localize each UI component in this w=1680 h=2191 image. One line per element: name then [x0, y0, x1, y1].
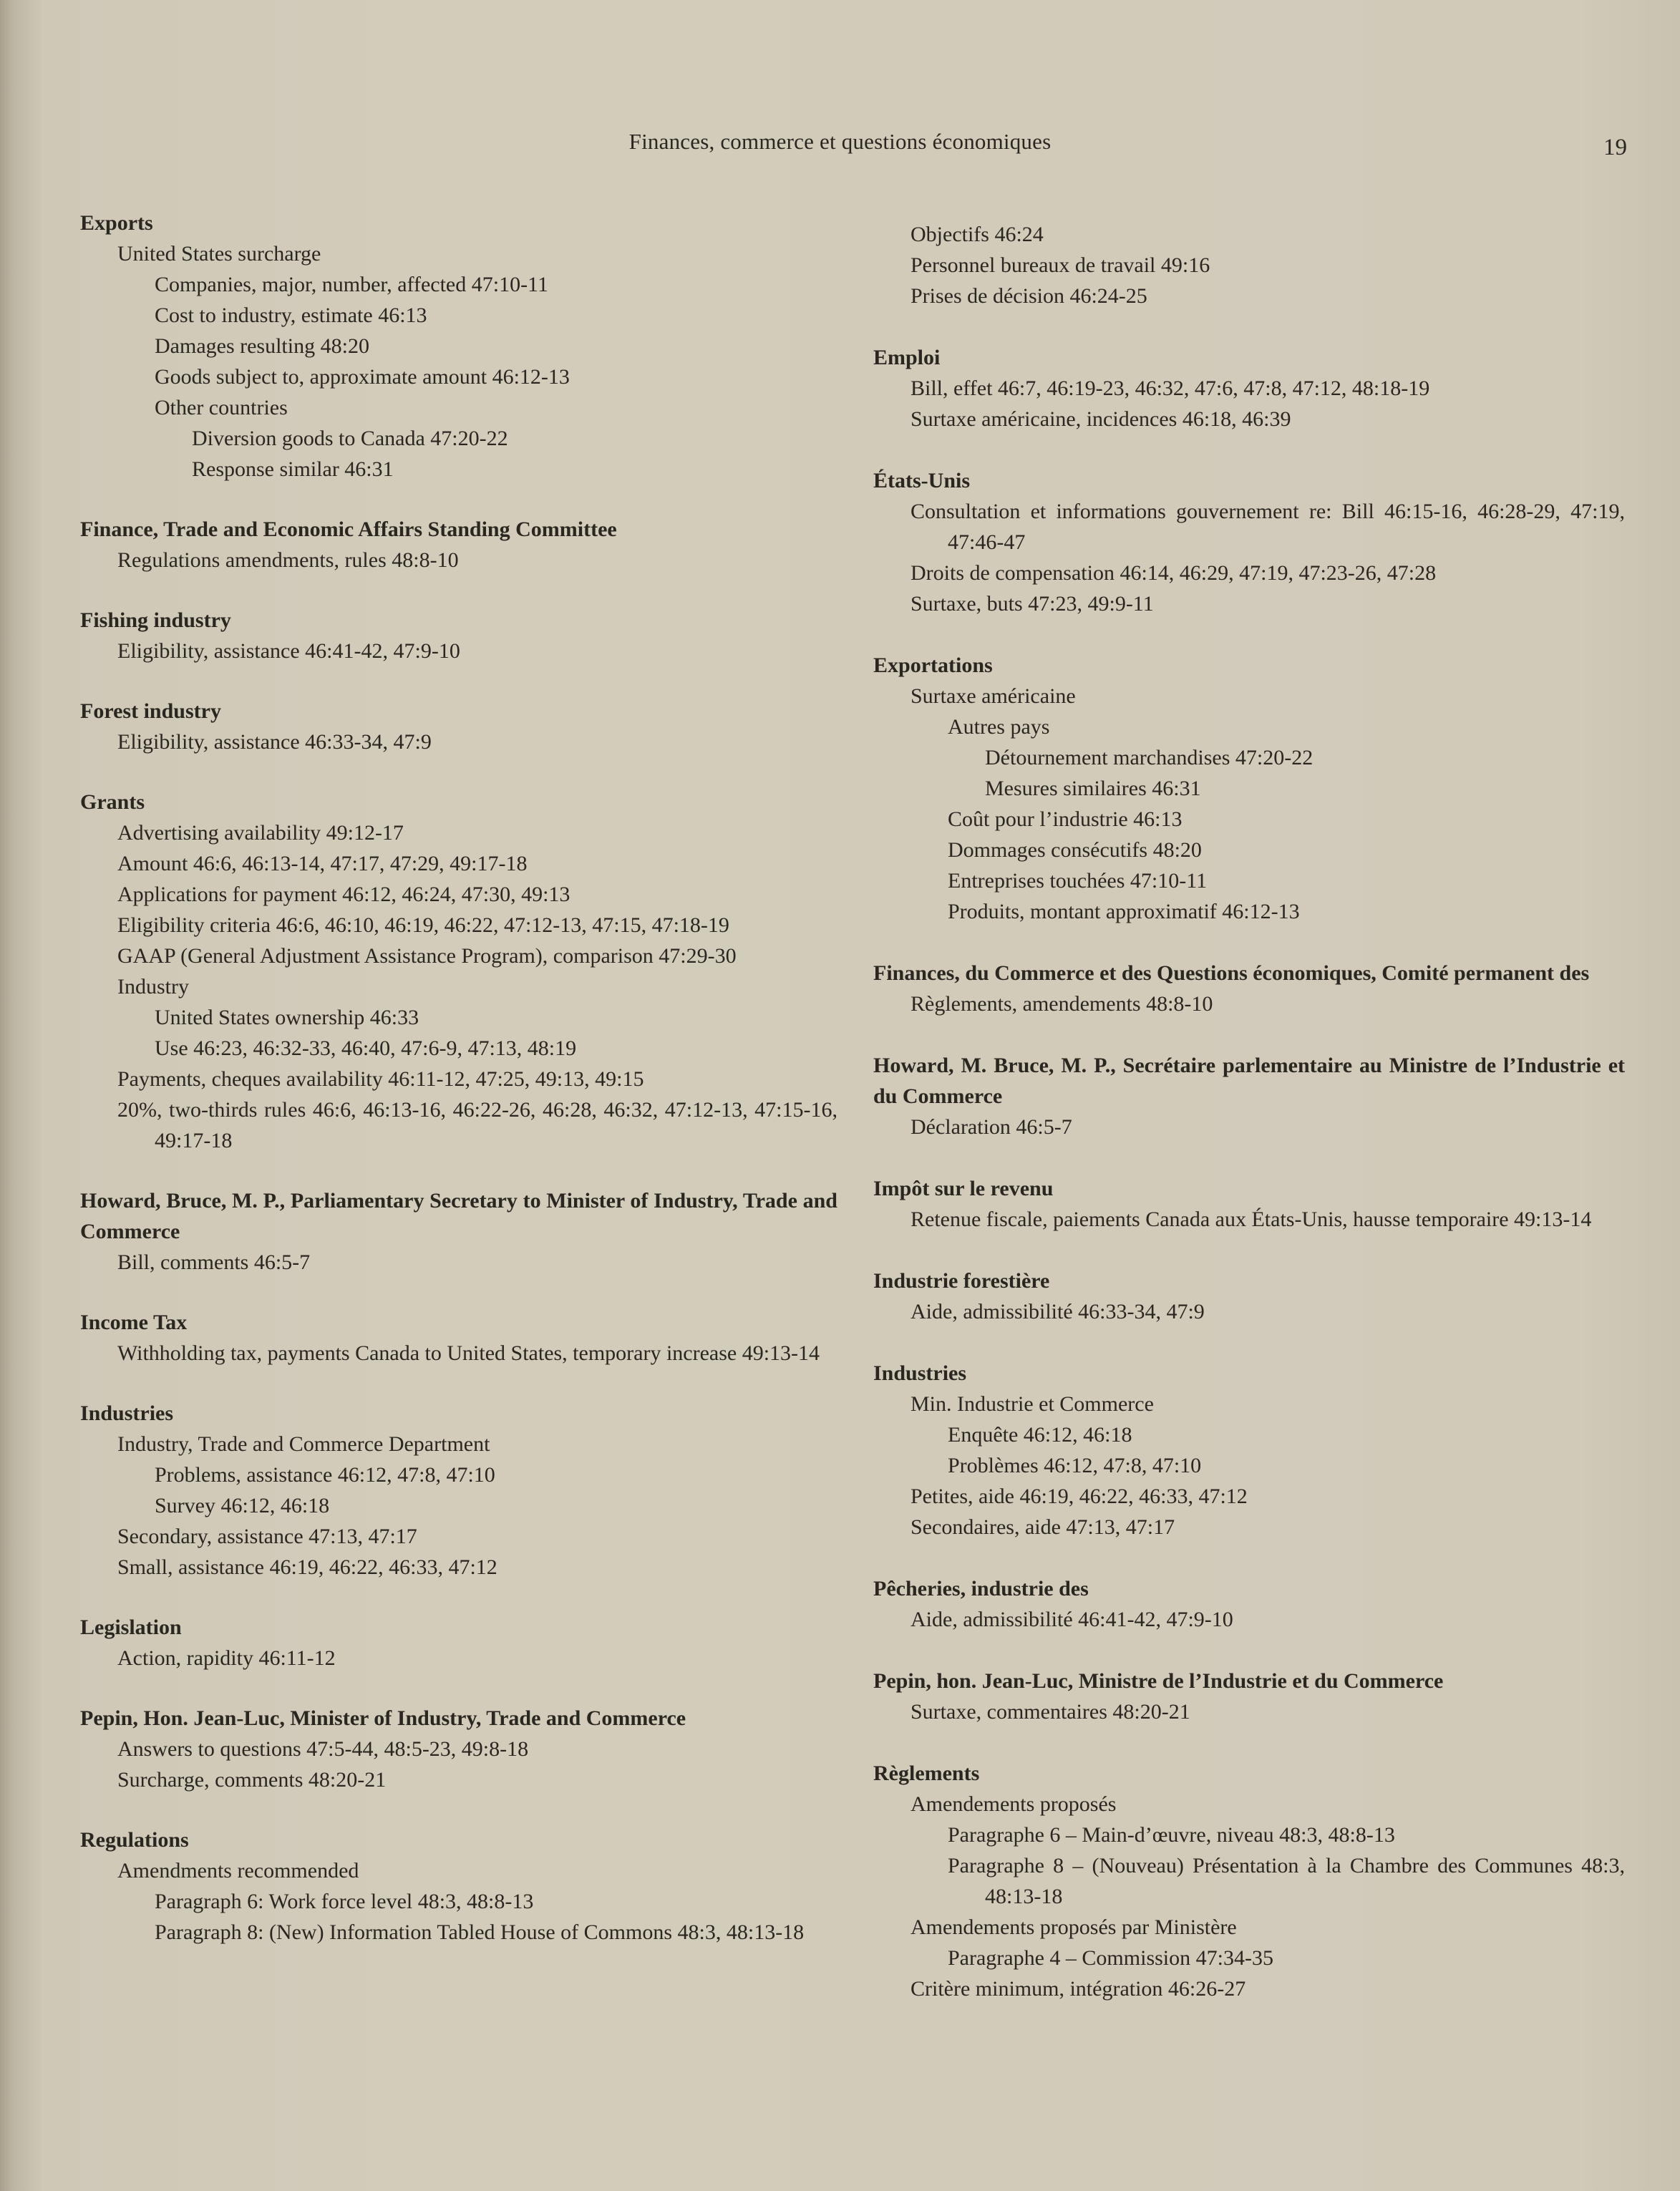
index-heading: Industries [873, 1361, 967, 1385]
index-heading: Finance, Trade and Economic Affairs Standing Committee [80, 518, 617, 541]
index-entry [80, 1703, 837, 1795]
index-entry [873, 465, 1625, 619]
index-subentry: Dommages consécutifs 48:20 [948, 838, 1202, 862]
index-entry [873, 1666, 1625, 1727]
index-column-left [80, 208, 837, 1977]
index-subentry: Paragraph 8: (New) Information Tabled House of Commons 48:3, 48:13-18 [155, 1920, 805, 1944]
index-heading: Pêcheries, industrie des [873, 1577, 1089, 1600]
index-subentry: Secondary, assistance 47:13, 47:17 [117, 1525, 417, 1548]
index-subentry: United States ownership 46:33 [155, 1006, 419, 1029]
index-subentry: Entreprises touchées 47:10-11 [948, 869, 1208, 893]
index-heading: Impôt sur le revenu [873, 1177, 1054, 1200]
index-subentry: Bill, comments 46:5-7 [117, 1250, 311, 1274]
index-subentry: Règlements, amendements 48:8-10 [911, 992, 1213, 1016]
index-heading: Pepin, Hon. Jean-Luc, Minister of Industry, Trade and Commerce [80, 1706, 686, 1730]
index-subentry: Companies, major, number, affected 47:10-11 [155, 273, 548, 296]
index-heading: Industries [80, 1401, 174, 1425]
index-entry [873, 650, 1625, 927]
index-subentry: Industry [117, 975, 189, 999]
index-subentry: Secondaires, aide 47:13, 47:17 [911, 1515, 1175, 1539]
index-subentry: Détournement marchandises 47:20-22 [985, 746, 1314, 769]
index-subentry: Coût pour l’industrie 46:13 [948, 807, 1183, 831]
index-subentry: GAAP (General Adjustment Assistance Program), comparison 47:29-30 [117, 944, 737, 968]
index-entry [873, 1758, 1625, 2004]
index-subentry: Damages resulting 48:20 [155, 334, 369, 358]
index-entry [873, 958, 1625, 1019]
index-subentry: Action, rapidity 46:11-12 [117, 1646, 336, 1670]
index-heading: États-Unis [873, 469, 971, 492]
index-subentry: Produits, montant approximatif 46:12-13 [948, 900, 1300, 923]
index-subentry: Petites, aide 46:19, 46:22, 46:33, 47:12 [911, 1485, 1248, 1508]
index-heading: Howard, M. Bruce, M. P., Secrétaire parlementaire au Ministre de l’Industrie et du Commerce [873, 1054, 1625, 1108]
index-heading: Emploi [873, 346, 941, 369]
index-subentry: Amendements proposés par Ministère [911, 1915, 1237, 1939]
index-entry [80, 1825, 837, 1948]
index-subentry: Advertising availability 49:12-17 [117, 821, 404, 845]
index-subentry: Applications for payment 46:12, 46:24, 47:30, 49:13 [117, 883, 570, 906]
index-entry [873, 342, 1625, 434]
index-subentry: Amendments recommended [117, 1859, 359, 1882]
index-heading: Exports [80, 211, 153, 235]
index-subentry: Small, assistance 46:19, 46:22, 46:33, 47:12 [117, 1555, 497, 1579]
index-heading: Exportations [873, 654, 993, 677]
index-subentry: Eligibility criteria 46:6, 46:10, 46:19, 46:22, 47:12-13, 47:15, 47:18-19 [117, 913, 729, 937]
index-entry [873, 1573, 1625, 1635]
index-subentry: Surtaxe américaine, incidences 46:18, 46:39 [911, 407, 1291, 431]
index-entry [873, 219, 1625, 311]
index-subentry: Payments, cheques availability 46:11-12, 47:25, 49:13, 49:15 [117, 1067, 644, 1091]
index-subentry: Eligibility, assistance 46:41-42, 47:9-10 [117, 639, 460, 663]
index-subentry: Déclaration 46:5-7 [911, 1115, 1072, 1139]
index-entry [80, 696, 837, 757]
index-heading: Fishing industry [80, 608, 231, 632]
index-subentry: Answers to questions 47:5-44, 48:5-23, 49:8-18 [117, 1737, 529, 1761]
index-heading: Forest industry [80, 699, 221, 723]
index-entry [80, 1398, 837, 1583]
index-subentry: Prises de décision 46:24-25 [911, 284, 1147, 308]
index-heading: Income Tax [80, 1311, 188, 1334]
index-entry [80, 514, 837, 575]
index-subentry: Autres pays [948, 715, 1050, 739]
index-subentry: Surcharge, comments 48:20-21 [117, 1768, 387, 1792]
index-subentry: Min. Industrie et Commerce [911, 1392, 1154, 1416]
index-entry [80, 1185, 837, 1278]
index-entry [80, 605, 837, 666]
index-heading: Industrie forestière [873, 1269, 1050, 1293]
index-entry [873, 1265, 1625, 1327]
index-heading: Pepin, hon. Jean-Luc, Ministre de l’Industrie et du Commerce [873, 1669, 1444, 1693]
running-header: Finances, commerce et questions économiques [628, 129, 1052, 154]
index-subentry: Surtaxe, buts 47:23, 49:9-11 [911, 592, 1154, 616]
index-subentry: Amendements proposés [911, 1792, 1117, 1816]
index-subentry: Eligibility, assistance 46:33-34, 47:9 [117, 730, 432, 754]
index-subentry: Personnel bureaux de travail 49:16 [911, 253, 1210, 277]
page-number: 19 [1603, 135, 1627, 160]
index-subentry: Problèmes 46:12, 47:8, 47:10 [948, 1454, 1202, 1477]
index-subentry: Industry, Trade and Commerce Department [117, 1432, 490, 1456]
index-subentry: Paragraphe 8 – (Nouveau) Présentation à la Chambre des Communes 48:3, 48:13-18 [948, 1854, 1625, 1908]
index-subentry: Surtaxe américaine [911, 684, 1076, 708]
index-entry [80, 1612, 837, 1673]
index-subentry: Mesures similaires 46:31 [985, 777, 1201, 800]
index-subentry: Paragraph 6: Work force level 48:3, 48:8-13 [155, 1890, 534, 1913]
index-subentry: Regulations amendments, rules 48:8-10 [117, 548, 459, 572]
index-subentry: Amount 46:6, 46:13-14, 47:17, 47:29, 49:17-18 [117, 852, 528, 875]
index-heading: Finances, du Commerce et des Questions économiques, Comité permanent des [873, 961, 1590, 985]
index-heading: Legislation [80, 1616, 182, 1639]
index-entry [873, 1173, 1625, 1235]
index-subentry: Response similar 46:31 [192, 457, 394, 481]
index-subentry: Enquête 46:12, 46:18 [948, 1423, 1132, 1447]
index-heading: Grants [80, 790, 145, 814]
index-subentry: Critère minimum, intégration 46:26-27 [911, 1977, 1246, 2001]
index-subentry: Problems, assistance 46:12, 47:8, 47:10 [155, 1463, 495, 1487]
index-column-right [873, 219, 1625, 2035]
index-heading: Règlements [873, 1762, 980, 1785]
index-entry [80, 1307, 837, 1369]
index-subentry: Objectifs 46:24 [911, 223, 1044, 246]
index-subentry: Paragraphe 4 – Commission 47:34-35 [948, 1946, 1273, 1970]
index-entry [873, 1358, 1625, 1543]
index-subentry: Consultation et informations gouvernement re: Bill 46:15-16, 46:28-29, 47:19, 47:46-47 [911, 500, 1625, 554]
index-entry [80, 787, 837, 1156]
index-subentry: Cost to industry, estimate 46:13 [155, 303, 427, 327]
index-subentry: Survey 46:12, 46:18 [155, 1494, 330, 1517]
index-subentry: Other countries [155, 396, 288, 419]
index-subentry: Droits de compensation 46:14, 46:29, 47:19, 47:23-26, 47:28 [911, 561, 1437, 585]
index-heading: Howard, Bruce, M. P., Parliamentary Secretary to Minister of Industry, Trade and Commerce [80, 1189, 837, 1243]
index-subentry: Goods subject to, approximate amount 46:12-13 [155, 365, 570, 389]
index-subentry: Use 46:23, 46:32-33, 46:40, 47:6-9, 47:13, 48:19 [155, 1036, 577, 1060]
index-subentry: Aide, admissibilité 46:41-42, 47:9-10 [911, 1608, 1233, 1631]
index-entry [873, 1050, 1625, 1142]
index-subentry: Diversion goods to Canada 47:20-22 [192, 427, 508, 450]
index-entry [80, 208, 837, 485]
index-subentry: Withholding tax, payments Canada to United States, temporary increase 49:13-14 [117, 1341, 820, 1365]
index-subentry: Retenue fiscale, paiements Canada aux États-Unis, hausse temporaire 49:13-14 [911, 1208, 1592, 1231]
index-subentry: Paragraphe 6 – Main-d’œuvre, niveau 48:3, 48:8-13 [948, 1823, 1395, 1847]
index-subentry: 20%, two-thirds rules 46:6, 46:13-16, 46:22-26, 46:28, 46:32, 47:12-13, 47:15-16, 49:17-18 [117, 1098, 837, 1152]
index-subentry: Aide, admissibilité 46:33-34, 47:9 [911, 1300, 1205, 1323]
index-subentry: Surtaxe, commentaires 48:20-21 [911, 1700, 1190, 1724]
index-subentry: United States surcharge [117, 242, 321, 266]
index-subentry: Bill, effet 46:7, 46:19-23, 46:32, 47:6, 47:8, 47:12, 48:18-19 [911, 376, 1430, 400]
index-heading: Regulations [80, 1828, 189, 1852]
